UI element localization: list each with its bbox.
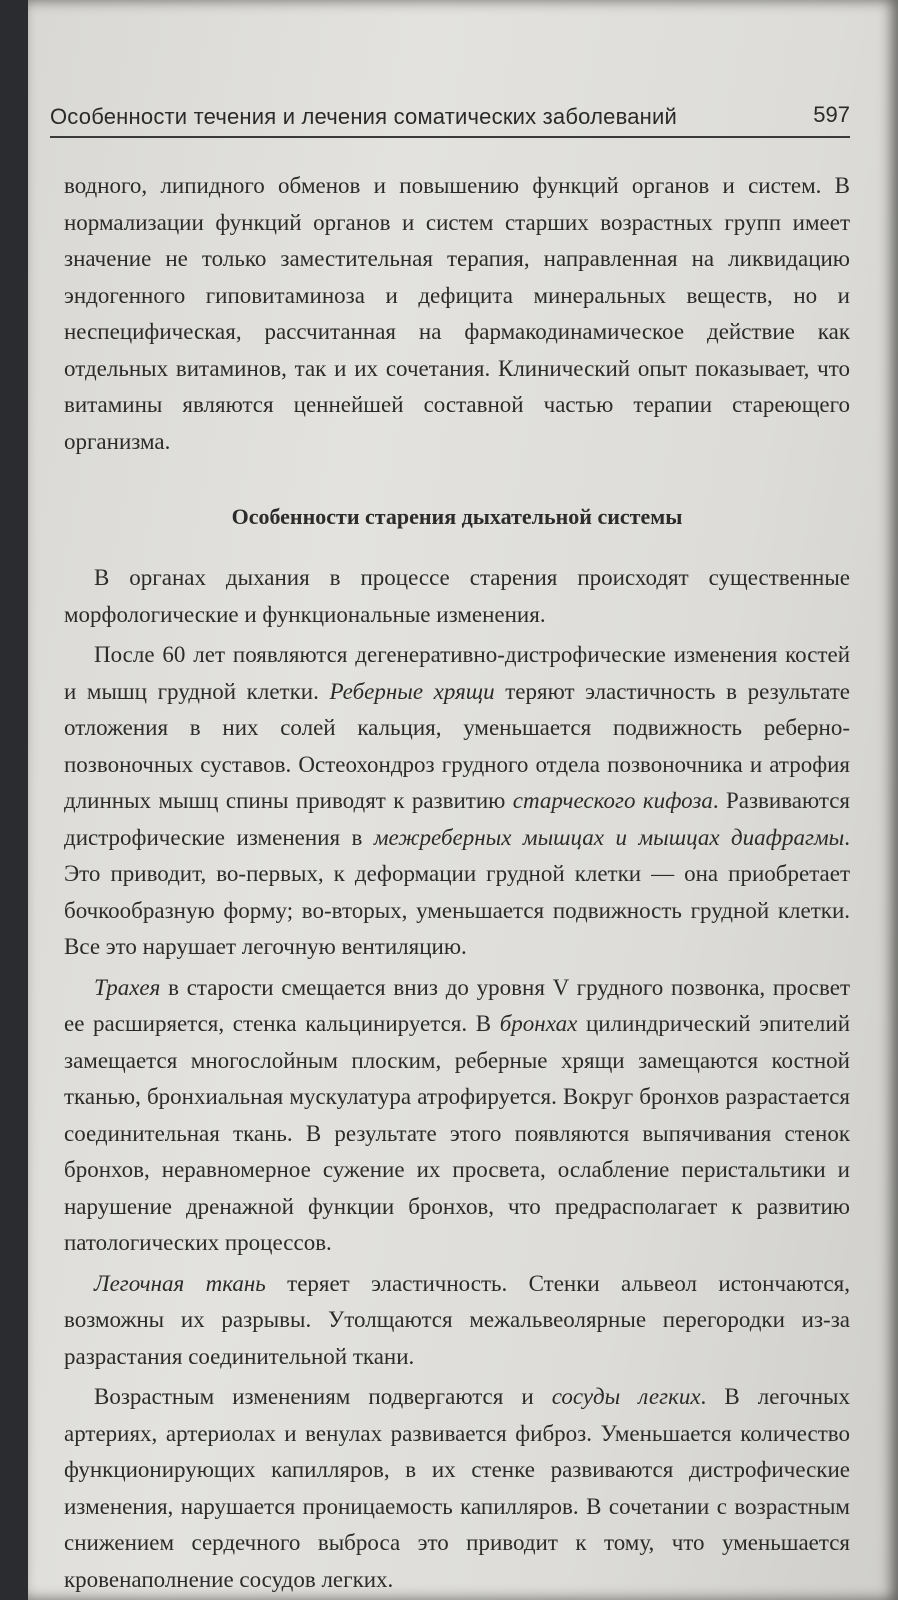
header-rule — [50, 136, 850, 138]
paragraph-4 — [64, 1266, 850, 1376]
emphasis-term: старческого кифоза — [512, 788, 713, 813]
book-page — [28, 0, 898, 1600]
section-title: Особенности старения дыхательной системы — [231, 504, 683, 529]
paragraph-3 — [64, 970, 850, 1262]
emphasis-term: бронхах — [499, 1011, 578, 1036]
intro-paragraph: водного, липидного обменов и повышению функций органов и систем. В нормализации функций органов и систем старших возрастных групп имеет значение не только заместительная терапия, направленная на ликвидацию эндогенного гиповитаминоза и дефицита минеральных веществ, но и неспецифическая, рассчитанная на фармакодинамическое действие как отдельных витаминов, так и их сочетания. Клинический опыт показывает, что витамины являются ценнейшей составной частью терапии стареющего организма. — [64, 173, 850, 454]
page-body — [64, 168, 850, 1598]
emphasis-term: Легочная ткань — [94, 1270, 266, 1296]
paragraph-5 — [64, 1379, 850, 1598]
text-run: цилиндрический эпителий замещается многослойным плоским, реберные хрящи замещаются костной тканью, бронхиальная мускулатура атрофируется. Вокруг бронхов разрастается соединительная ткань. В результате этого появляются выпячивания стенок бронхов, неравномерное сужение их просвета, ослабление перистальтики и нарушение дренажной функции бронхов, что предрасполагает к развитию патологических процессов. — [64, 1011, 851, 1255]
running-title: Особенности течения и лечения соматических заболеваний — [50, 104, 677, 129]
paragraph-2 — [64, 637, 850, 966]
text-run: . Это приводит, во-первых, к деформации грудной клетки — она приобретает бочкообразную форму; во-вторых, уменьшается подвижность грудной клетки. Все это нарушает легочную вентиляцию. — [64, 824, 850, 959]
text-run: в старости смещается вниз до уровня V грудного позвонка, просвет ее расширяется, стенка кальцинируется. В — [64, 974, 850, 1036]
text-run: После 60 лет появляются дегенеративно-дистрофические изменения костей и мышц грудной клетки. — [64, 642, 850, 704]
text-run: Возрастным изменениям подвергаются и — [94, 1384, 552, 1409]
emphasis-term: межреберных мышцах и мышцах диафрагмы — [373, 824, 845, 850]
page-number: 597 — [813, 102, 850, 127]
running-header — [50, 102, 850, 142]
text-run: . В легочных артериях, артериолах и венулах развивается фиброз. Уменьшается количество функционирующих капилляров, в их стенке развиваются дистрофические изменения, нарушается проницаемость капилляров. В сочетании с возрастным снижением сердечного выброса это приводит к тому, что уменьшается кровенаполнение сосудов легких. — [64, 1384, 850, 1592]
paragraph-1: В органах дыхания в процессе старения происходят существенные морфологические и функциональные изменения. — [64, 565, 850, 627]
text-run: теряет эластичность. Стенки альвеол истончаются, возможны их разрывы. Утолщаются межальвеолярные перегородки из-за разрастания соединительной ткани. — [64, 1270, 850, 1369]
emphasis-term: Реберные хрящи — [329, 678, 495, 704]
emphasis-term: Трахея — [94, 974, 161, 1000]
text-run: . Развиваются дистрофические изменения в — [64, 788, 850, 850]
text-run: теряют эластичность в результате отложения в них солей кальция, уменьшается подвижность реберно-позвоночных суставов. Остеохондроз грудного отдела позвоночника и атрофия длинных мышц спины приводят к развитию — [64, 678, 850, 813]
emphasis-term: сосуды легких — [551, 1384, 701, 1409]
